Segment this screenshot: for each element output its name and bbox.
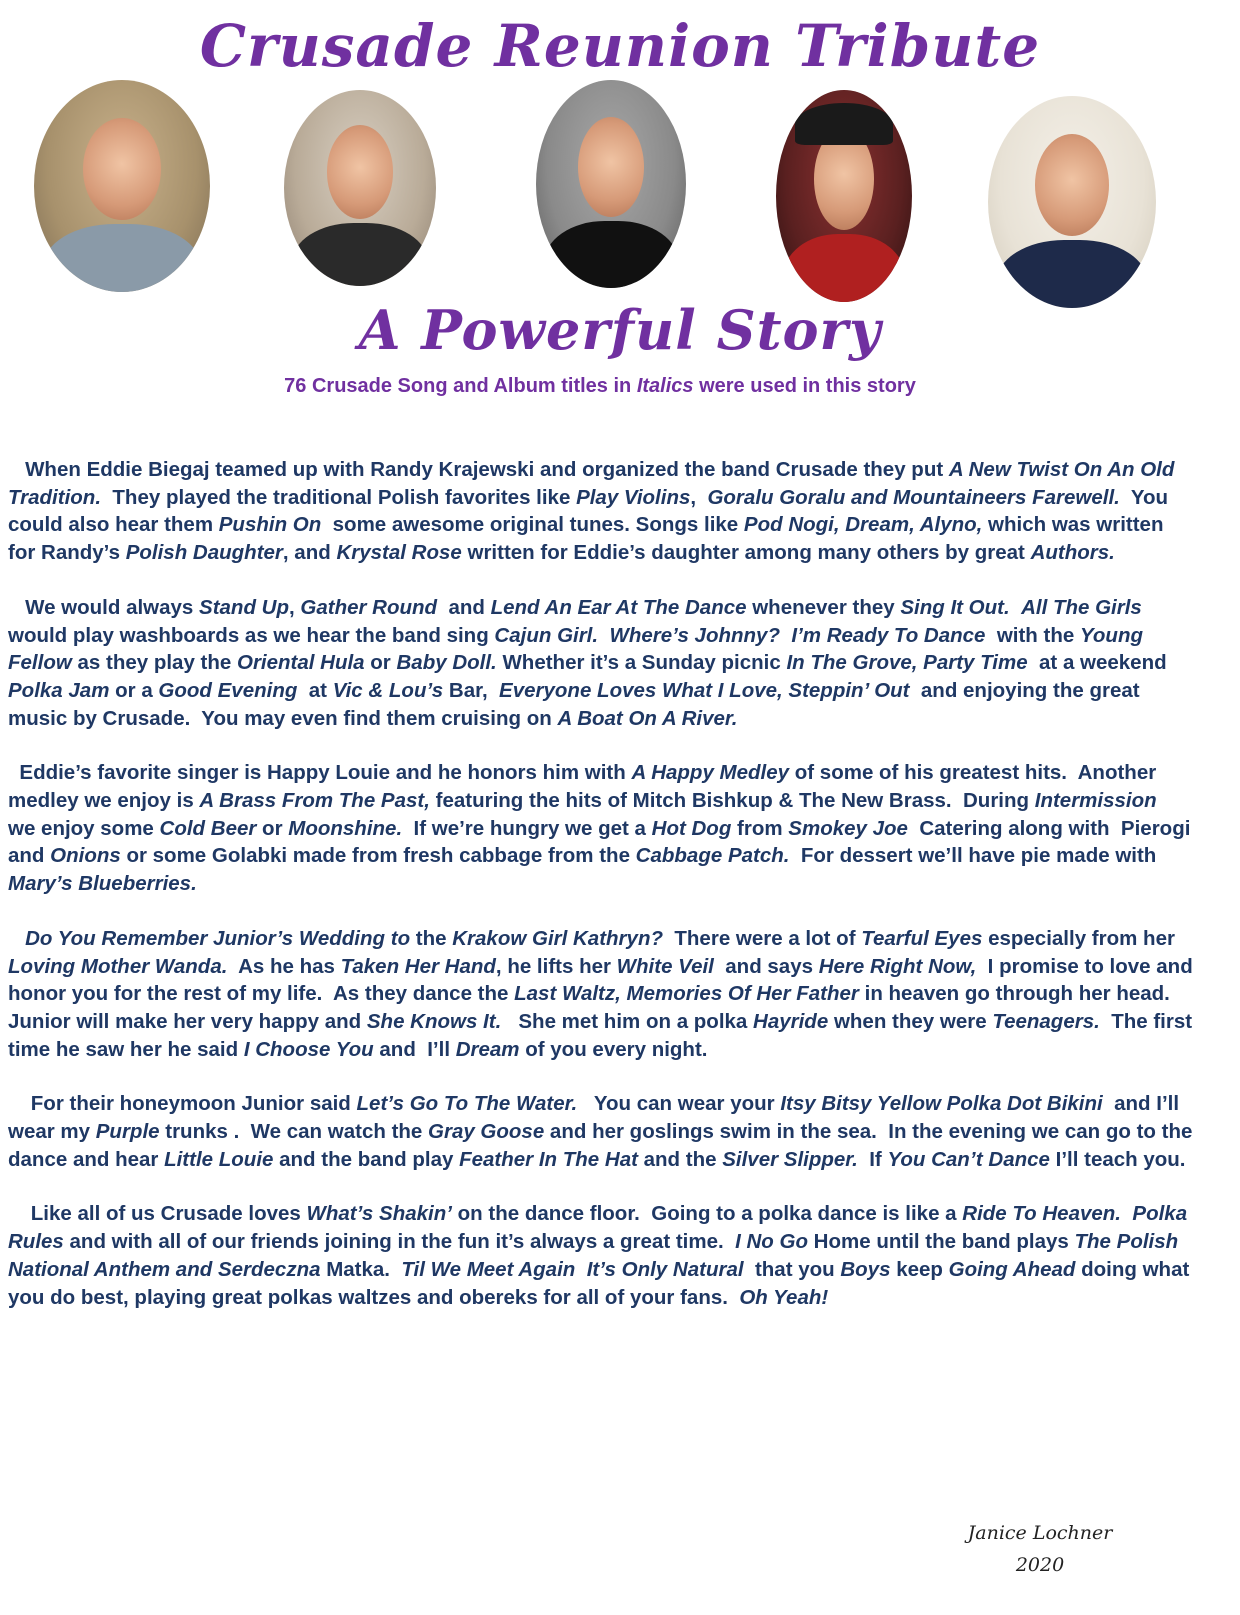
page-title: Crusade Reunion Tribute: [199, 12, 1041, 80]
signature: [940, 1522, 1140, 1586]
story-paragraph-4: Do You Remember Junior’s Wedding to the Krakow Girl Kathryn? There were a lot of Tearful Eyes especially from her Loving Mother Wanda. As he has Taken Her Hand, he lifts her White Veil and says Here Right Now, I promise to love and honor you for the rest of my life. As they dance the Last Waltz, Memories Of Her Father in heaven go through her head. Junior will make her very happy and She Knows It. She met him on a polka Hayride when they were Teenagers. The first time he saw her he said I Choose You and I’ll Dream of you every night.: [8, 926, 1193, 1061]
story-paragraph-1: When Eddie Biegaj teamed up with Randy Krajewski and organized the band Crusade they put A New Twist On An Old Tradition. They played the traditional Polish favorites like Play Violins, Goralu Goralu and Mountaineers Farewell. You could also hear them Pushin On some awesome original tunes. Songs like Pod Nogi, Dream, Alyno, which was written for Randy’s Polish Daughter, and Krystal Rose written for Eddie’s daughter among many others by great Authors.: [8, 458, 1175, 565]
signature-name: Janice Lochner: [967, 1522, 1113, 1544]
portrait-photo-5: [988, 96, 1156, 308]
signature-year: 2020: [1015, 1554, 1065, 1576]
portrait-photo-2: [284, 90, 436, 286]
story-paragraph-2: We would always Stand Up, Gather Round and Lend An Ear At The Dance whenever they Sing It Out. All The Girls would play washboards as we hear the band sing Cajun Girl. Where’s Johnny? I’m Ready To Dance with the Young Fellow as they play the Oriental Hula or Baby Doll. Whether it’s a Sunday picnic In The Grove, Party Time at a weekend Polka Jam or a Good Evening at Vic & Lou’s Bar, Everyone Loves What I Love, Steppin’ Out and enjoying the great music by Crusade. You may even find them cruising on A Boat On A River.: [8, 595, 1167, 730]
italics-note: 76 Crusade Song and Album titles in Italics were used in this story: [284, 375, 916, 397]
story-paragraph-3: Eddie’s favorite singer is Happy Louie and he honors him with A Happy Medley of some of his greatest hits. Another medley we enjoy is A Brass From The Past, featuring the hits of Mitch Bishkup & The New Brass. During Intermission we enjoy some Cold Beer or Moonshine. If we’re hungry we get a Hot Dog from Smokey Joe Catering along with Pierogi and Onions or some Golabki made from fresh cabbage from the Cabbage Patch. For dessert we’ll have pie made with Mary’s Blueberries.: [8, 761, 1191, 896]
page-subtitle: A Powerful Story: [358, 298, 882, 362]
story-paragraph-6: Like all of us Crusade loves What’s Shakin’ on the dance floor. Going to a polka dance is like a Ride To Heaven. Polka Rules and with all of our friends joining in the fun it’s always a great time. I No Go Home until the band plays The Polish National Anthem and Serdeczna Matka. Til We Meet Again It’s Only Natural that you Boys keep Going Ahead doing what you do best, playing great polkas waltzes and obereks for all of your fans. Oh Yeah!: [8, 1202, 1190, 1309]
portrait-photo-4: [776, 90, 912, 302]
portrait-photo-3: [536, 80, 686, 288]
portrait-photo-1: [34, 80, 210, 292]
story-body: [8, 456, 1194, 1338]
story-paragraph-5: For their honeymoon Junior said Let’s Go To The Water. You can wear your Itsy Bitsy Yellow Polka Dot Bikini and I’ll wear my Purple trunks . We can watch the Gray Goose and her goslings swim in the sea. In the evening we can go to the dance and hear Little Louie and the band play Feather In The Hat and the Silver Slipper. If You Can’t Dance I’ll teach you.: [8, 1092, 1193, 1171]
